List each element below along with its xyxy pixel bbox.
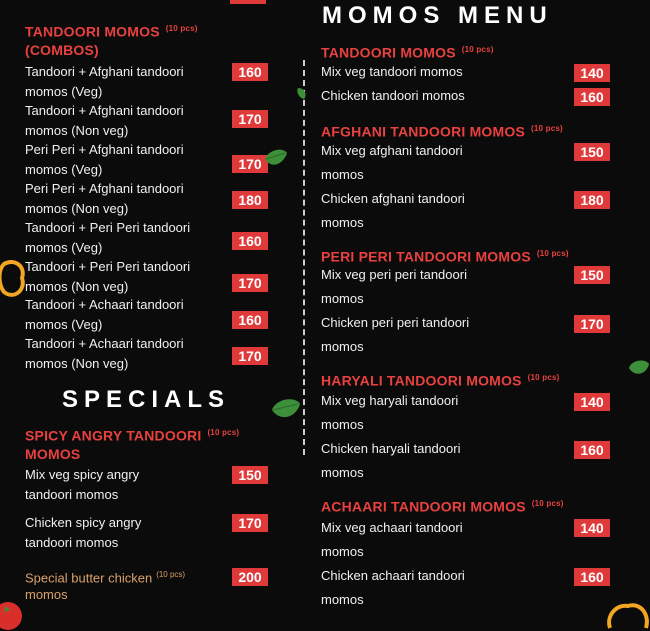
price-badge: 160 — [232, 63, 268, 81]
list-item: Peri Peri + Afghani tandoori momos (Veg) — [25, 142, 184, 177]
specials-title: SPECIALS — [62, 386, 231, 413]
list-item: Chicken achaari tandoori momos — [321, 568, 465, 607]
price-badge: 160 — [232, 232, 268, 250]
price-badge: 170 — [232, 110, 268, 128]
section-title-afghani: AFGHANI TANDOORI MOMOS $^{(10 pcs)}$ — [321, 123, 563, 140]
price-badge: 180 — [232, 191, 268, 209]
price-badge: 160 — [232, 311, 268, 329]
top-price-tab-fragment — [230, 0, 266, 4]
list-item: Mix veg tandoori momos — [321, 64, 463, 79]
section-title-peri-peri: PERI PERI TANDOORI MOMOS $^{(10 pcs)}$ — [321, 248, 569, 265]
list-item: Chicken tandoori momos — [321, 88, 465, 103]
list-item: Tandoori + Afghani tandoori momos (Veg) — [25, 64, 184, 99]
pepper-ring-icon — [604, 598, 650, 631]
list-item: Chicken spicy angry tandoori momos — [25, 515, 142, 550]
price-badge: 170 — [574, 315, 610, 333]
list-item: Mix veg peri peri tandoori momos — [321, 267, 467, 306]
section-title-tandoori: TANDOORI MOMOS $^{(10 pcs)}$ — [321, 44, 494, 61]
list-item: Tandoori + Achaari tandoori momos (Veg) — [25, 297, 184, 332]
price-badge: 200 — [232, 568, 268, 586]
section-title-spicy-angry: SPICY ANGRY TANDOORI $^{(10 pcs)}$ MOMOS — [25, 427, 240, 462]
list-item: Mix veg spicy angry tandoori momos — [25, 467, 140, 502]
leaf-icon — [627, 358, 650, 378]
price-badge: 160 — [574, 441, 610, 459]
price-badge: 140 — [574, 519, 610, 537]
price-badge: 140 — [574, 64, 610, 82]
list-item: Chicken peri peri tandoori momos — [321, 315, 470, 354]
list-item: Tandoori + Peri Peri tandoori momos (Non veg) — [25, 259, 191, 294]
leaf-icon — [263, 147, 289, 169]
price-badge: 150 — [574, 266, 610, 284]
section-title-sub: (COMBOS) — [25, 41, 99, 58]
price-badge: 160 — [574, 88, 610, 106]
list-item: Tandoori + Afghani tandoori momos (Non veg) — [25, 103, 184, 138]
section-title-achaari: ACHAARI TANDOORI MOMOS $^{(10 pcs)}$ — [321, 498, 564, 515]
leaf-icon — [296, 86, 308, 100]
menu-title: MOMOS MENU — [322, 2, 553, 29]
pcs-label: (10 pcs) — [165, 24, 198, 33]
section-title-tandoori-combos — [25, 20, 198, 59]
pcs-label: (10 pcs) — [207, 428, 240, 437]
price-badge: 150 — [232, 466, 268, 484]
price-badge: 170 — [232, 514, 268, 532]
list-item: Mix veg afghani tandoori momos — [321, 143, 463, 182]
list-item: Mix veg haryali tandoori momos — [321, 393, 459, 432]
price-badge: 170 — [232, 347, 268, 365]
price-badge: 180 — [574, 191, 610, 209]
list-item-special-butter: Special butter chicken $^{(10 pcs)}$ momos — [25, 570, 186, 603]
price-badge: 160 — [574, 568, 610, 586]
list-item: Chicken haryali tandoori momos — [321, 441, 461, 480]
list-item: Mix veg achaari tandoori momos — [321, 520, 463, 559]
tomato-icon — [0, 600, 26, 631]
pepper-ring-icon — [0, 258, 28, 300]
leaf-icon — [270, 396, 302, 422]
list-item: Peri Peri + Afghani tandoori momos (Non veg) — [25, 181, 184, 216]
section-title-haryali: HARYALI TANDOORI MOMOS $^{(10 pcs)}$ — [321, 372, 560, 389]
price-badge: 140 — [574, 393, 610, 411]
pcs-label: (10 pcs) — [156, 570, 186, 579]
price-badge: 170 — [232, 155, 268, 173]
list-item: Chicken afghani tandoori momos — [321, 191, 465, 230]
section-title-text: TANDOORI MOMOS — [25, 23, 160, 40]
column-divider — [303, 60, 305, 455]
list-item: Tandoori + Achaari tandoori momos (Non veg) — [25, 336, 184, 371]
list-item: Tandoori + Peri Peri tandoori momos (Veg) — [25, 220, 191, 255]
price-badge: 150 — [574, 143, 610, 161]
price-badge: 170 — [232, 274, 268, 292]
